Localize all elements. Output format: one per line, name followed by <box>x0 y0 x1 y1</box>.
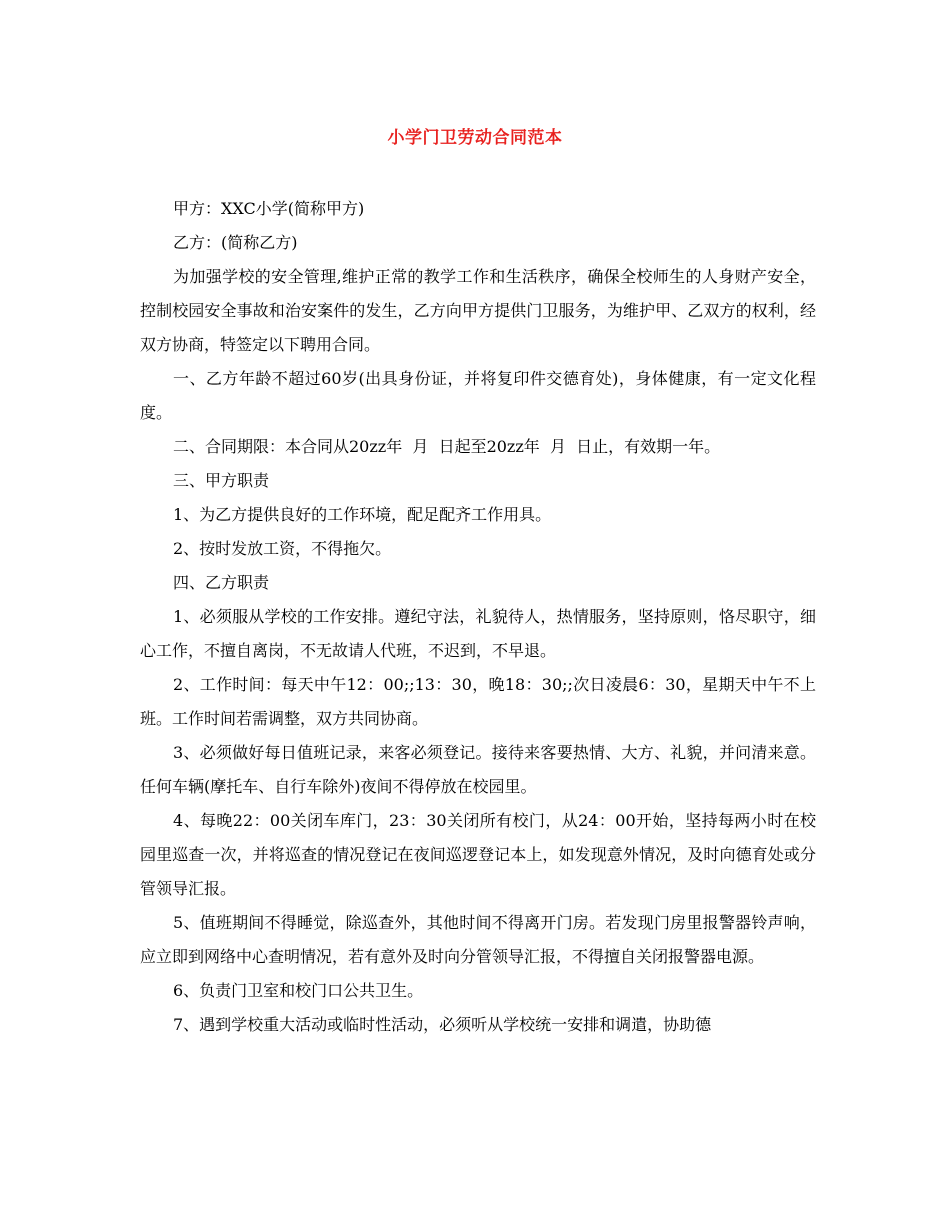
document-body <box>140 192 816 1042</box>
party-a-duty-1: 1、为乙方提供良好的工作环境，配足配齐工作用具。 <box>173 505 552 524</box>
party-a-line: 甲方：XXC小学(简称甲方) <box>173 199 365 218</box>
preamble-paragraph: 为加强学校的安全管理,维护正常的教学工作和生活秩序，确保全校师生的人身财产安全，控制校园安全事故和治安案件的发生，乙方向甲方提供门卫服务，为维护甲、乙双方的权利，经双方协商，特签定以下聘用合同。 <box>140 267 816 354</box>
party-b-duty-7: 7、遇到学校重大活动或临时性活动，必须听从学校统一安排和调遣，协助德 <box>173 1015 712 1034</box>
clause-2-paragraph: 二、合同期限：本合同从20zz年 月 日起至20zz年 月 日止，有效期一年。 <box>173 437 721 456</box>
clause-1-paragraph: 一、乙方年龄不超过60岁(出具身份证，并将复印件交德育处)，身体健康，有一定文化程度。 <box>140 369 816 422</box>
section-heading-party-b-duties: 四、乙方职责 <box>173 573 270 592</box>
party-b-line: 乙方：(简称乙方) <box>173 233 298 252</box>
party-a-duty-2: 2、按时发放工资，不得拖欠。 <box>173 539 392 558</box>
party-b-duty-6: 6、负责门卫室和校门口公共卫生。 <box>173 981 424 1000</box>
party-b-duty-3: 3、必须做好每日值班记录，来客必须登记。接待来客要热情、大方、礼貌，并问清来意。任何车辆(摩托车、自行车除外)夜间不得停放在校园里。 <box>140 743 816 796</box>
party-b-duty-1: 1、必须服从学校的工作安排。遵纪守法，礼貌待人，热情服务，坚持原则，恪尽职守，细心工作，不擅自离岗，不无故请人代班，不迟到，不早退。 <box>140 607 816 660</box>
party-b-duty-2: 2、工作时间：每天中午12：00;;13：30，晚18：30;;次日凌晨6：30，星期天中午不上班。工作时间若需调整，双方共同协商。 <box>140 675 816 728</box>
document-title: 小学门卫劳动合同范本 <box>387 128 563 148</box>
party-b-duty-4: 4、每晚22：00关闭车库门，23：30关闭所有校门，从24：00开始，坚持每两小时在校园里巡查一次，并将巡查的情况登记在夜间巡逻登记本上，如发现意外情况，及时向德育处或分管领导汇报。 <box>140 811 816 898</box>
section-heading-party-a-duties: 三、甲方职责 <box>173 471 270 490</box>
party-b-duty-5: 5、值班期间不得睡觉，除巡查外，其他时间不得离开门房。若发现门房里报警器铃声响，应立即到网络中心查明情况，若有意外及时向分管领导汇报，不得擅自关闭报警器电源。 <box>140 913 816 966</box>
